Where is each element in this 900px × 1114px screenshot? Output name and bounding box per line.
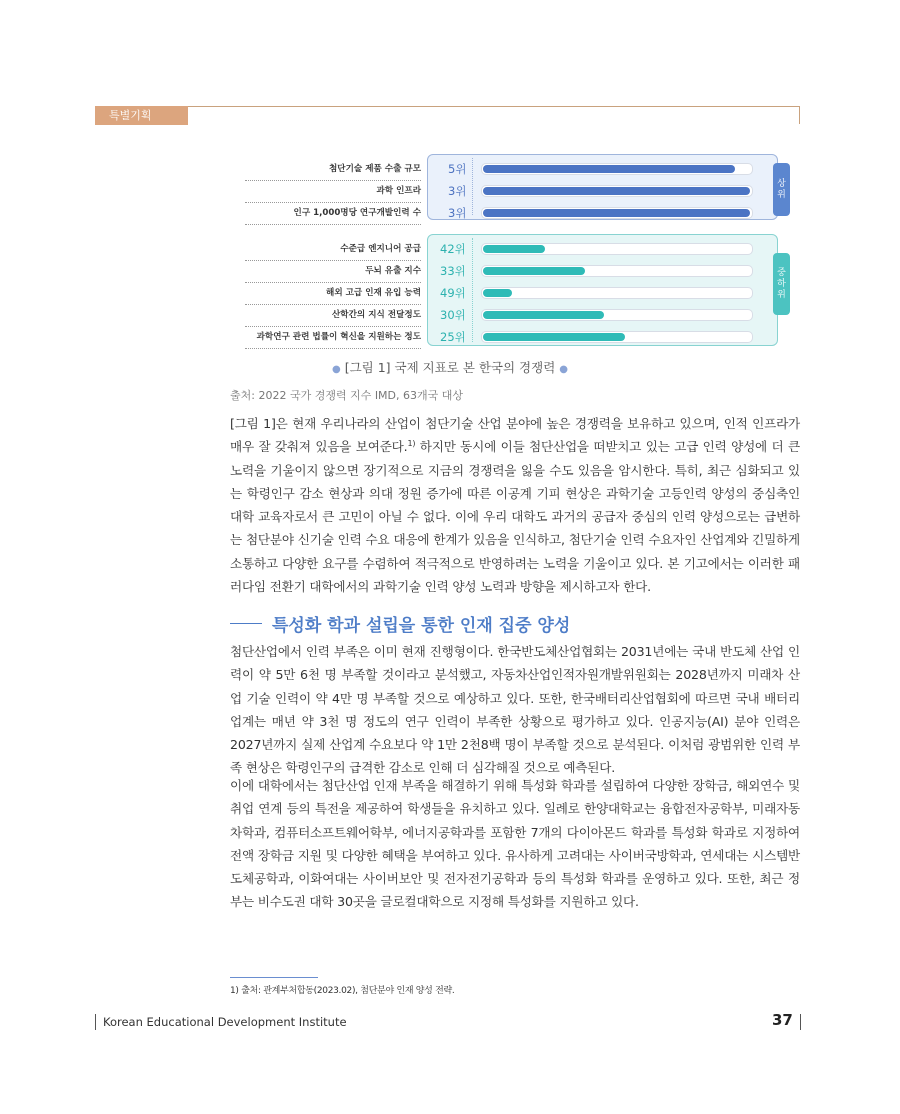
chart-category-label: 과학연구 관련 법률이 혁신을 지원하는 정도 — [245, 326, 421, 349]
chart-rank-label: 42위 — [440, 242, 466, 256]
lower-tab-char: 중 — [777, 267, 786, 278]
top-tab-char: 위 — [777, 189, 786, 200]
body-paragraph-2: 첨단산업에서 인력 부족은 이미 현재 진행형이다. 한국반도체산업협회는 2031년에는 국내 반도체 산업 인력이 약 5만 6천 명 부족할 것이라고 분석했고, 자동차산업인적자원개발위원회는 2028년까지 미래차 산업 기술 인력이 약 4만 명 부족할 것으로 예상하고 있다. 또한, 한국배터리산업협회에 따르면 국내 배터리 업계는 매년 약 3천 명 정도의 연구 인력이 부족한 상황으로 평가하고 있다. 인공지능(AI) 분야 인력은 2027년까지 실제 산업계 수요보다 약 1만 2천8백 명이 부족할 것으로 분석된다. 이처럼 광범위한 인력 부족 현상은 학령인구의 급격한 감소로 인해 더 심각해질 것으로 예측된다. — [230, 644, 800, 776]
chart-bar — [483, 311, 604, 319]
header-rule-tick — [799, 106, 800, 124]
chart-row — [245, 326, 785, 348]
chart-category-label: 산학간의 지식 전달정도 — [245, 304, 421, 327]
chart-row — [245, 304, 785, 326]
section-heading-text: 특성화 학과 설립을 통한 인재 집중 양성 — [272, 616, 571, 636]
chart-bar — [483, 245, 545, 253]
heading-rule — [230, 623, 262, 624]
chart-rank-label: 30위 — [440, 308, 466, 322]
paragraph-text: [그림 1]은 현재 우리나라의 산업이 첨단기술 산업 분야에 높은 경쟁력을 보유하고 있으며, 인적 인프라가 매우 잘 갖춰져 있음을 보여준다. — [230, 416, 800, 455]
footer-right-bar — [800, 1014, 801, 1030]
chart-bar — [483, 333, 625, 341]
chart-bar — [483, 187, 750, 195]
chart-row — [245, 260, 785, 282]
header-rule — [95, 106, 800, 107]
chart-bar-track — [481, 309, 753, 321]
chart-rank-label: 33위 — [440, 264, 466, 278]
page-number: 37 — [772, 1011, 793, 1029]
chart-bar-track — [481, 265, 753, 277]
chart-category-label: 인구 1,000명당 연구개발인력 수 — [245, 202, 421, 225]
chart-bar — [483, 267, 585, 275]
chart-bar-track — [481, 243, 753, 255]
chart-row — [245, 202, 785, 224]
body-paragraph-3: 이에 대학에서는 첨단산업 인재 부족을 해결하기 위해 특성화 학과를 설립하여 다양한 장학금, 해외연수 및 취업 연계 등의 특전을 제공하여 학생들을 유치하고 있다. 일례로 한양대학교는 융합전자공학부, 미래자동차학과, 컴퓨터소프트웨어학부, 에너지공학과를 포함한 7개의 다이아몬드 학과를 특성화 학과로 지정하여 전액 장학금 지원 및 다양한 혜택을 부여하고 있다. 유사하게 고려대는 사이버국방학과, 연세대는 시스템반도체공학과, 이화여대는 사이버보안 및 전자전기공학과 등의 특성화 학과를 운영하고 있다. 또한, 최근 정부는 비수도권 대학 30곳을 글로컬대학으로 지정해 특성화를 지원하고 있다. — [230, 778, 800, 910]
figure-caption — [0, 358, 900, 376]
chart-bar-track — [481, 207, 753, 219]
chart-bar-track — [481, 185, 753, 197]
chart-bar-track — [481, 331, 753, 343]
chart-row — [245, 282, 785, 304]
top-tab-char: 상 — [777, 178, 786, 189]
figure-caption-text: [그림 1] 국제 지표로 본 한국의 경쟁력 — [344, 360, 556, 375]
chart-row — [245, 238, 785, 260]
chart-row — [245, 158, 785, 180]
body-paragraph-1 — [230, 412, 800, 598]
footnote: 1) 출처: 관계부처합동(2023.02), 첨단분야 인재 양성 전략. — [230, 986, 455, 996]
caption-bullet-icon: ● — [331, 364, 341, 375]
chart-rank-label: 3위 — [448, 184, 467, 198]
caption-bullet-icon: ● — [559, 364, 569, 375]
chart-bar — [483, 209, 750, 217]
footer-institute: Korean Educational Development Institute — [103, 1015, 347, 1029]
section-heading — [230, 611, 570, 636]
footer-left-bar — [95, 1014, 96, 1030]
chart-bar — [483, 289, 512, 297]
chart-category-label: 첨단기술 제품 수출 규모 — [245, 158, 421, 181]
chart-category-label: 해외 고급 인재 유입 능력 — [245, 282, 421, 305]
section-tag: 특별기획 — [95, 106, 188, 125]
footnote-rule — [230, 977, 318, 978]
figure-source: 출처: 2022 국가 경쟁력 지수 IMD, 63개국 대상 — [230, 389, 464, 402]
paragraph-text: 하지만 동시에 이들 첨단산업을 떠받치고 있는 고급 인력 양성에 더 큰 노력을 기울이지 않으면 장기적으로 지금의 경쟁력을 잃을 수도 있음을 암시한다. 특히, 최근 심화되고 있는 학령인구 감소 현상과 의대 정원 증가에 따른 이공계 기피 현상은 과학기술 고등인력 양성의 중심축인 대학 교육자로서 큰 고민이 아닐 수 없다. 이에 우리 대학도 과거의 공급자 중심의 인력 양성으로는 급변하는 첨단분야 신기술 인력 수요 대응에 한계가 있음을 인식하고, 첨단기술 인력 수요자인 산업계와 긴밀하게 소통하고 다양한 요구를 수렴하여 적극적으로 반영하려는 노력을 기울이고 있다. 본 기고에서는 이러한 패러다임 전환기 대학에서의 과학기술 인력 양성 노력과 방향을 제시하고자 한다. — [230, 439, 800, 595]
footnote-ref[interactable]: 1) — [407, 439, 416, 449]
chart-category-label: 수준급 엔지니어 공급 — [245, 238, 421, 261]
chart-bar — [483, 165, 735, 173]
chart-category-label: 과학 인프라 — [245, 180, 421, 203]
chart-rank-label: 3위 — [448, 206, 467, 220]
competitiveness-chart — [245, 150, 805, 355]
chart-category-label: 두뇌 유출 지수 — [245, 260, 421, 283]
chart-row — [245, 180, 785, 202]
chart-bar-track — [481, 287, 753, 299]
lower-tab-char: 위 — [777, 289, 786, 300]
chart-bar-track — [481, 163, 753, 175]
chart-rank-label: 25위 — [440, 330, 466, 344]
lower-tab-char: 하 — [777, 278, 786, 289]
chart-rank-label: 49위 — [440, 286, 466, 300]
chart-rank-label: 5위 — [448, 162, 467, 176]
